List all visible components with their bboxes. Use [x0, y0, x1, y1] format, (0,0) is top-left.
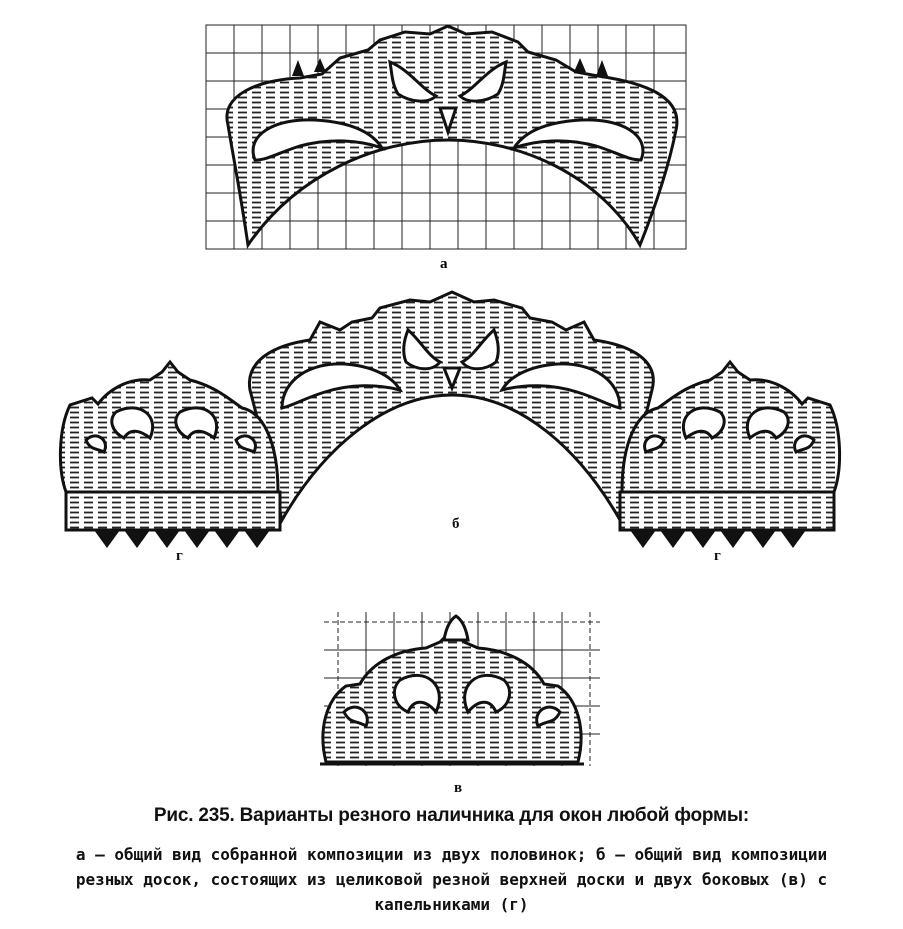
- panel-g-right-label: г: [714, 548, 721, 564]
- panel-g-left-label: г: [176, 548, 183, 564]
- figure-caption-body: а – общий вид собранной композиции из двух половинок; б – общий вид композиции резных досок, состоящих из целиковой резной верхней доски и двух боковых (в) с капельниками (г): [75, 845, 828, 914]
- panel-a-label: а: [440, 256, 448, 272]
- panel-b-label: б: [452, 516, 460, 532]
- panel-a-carving: [227, 26, 677, 245]
- panel-b-left-board: [60, 362, 280, 548]
- panel-b-top-board: [249, 292, 653, 520]
- figure-caption-title: Рис. 235. Варианты резного наличника для окон любой формы:: [153, 805, 750, 826]
- panel-v-carving: [320, 616, 584, 764]
- panel-v-label: в: [454, 780, 463, 796]
